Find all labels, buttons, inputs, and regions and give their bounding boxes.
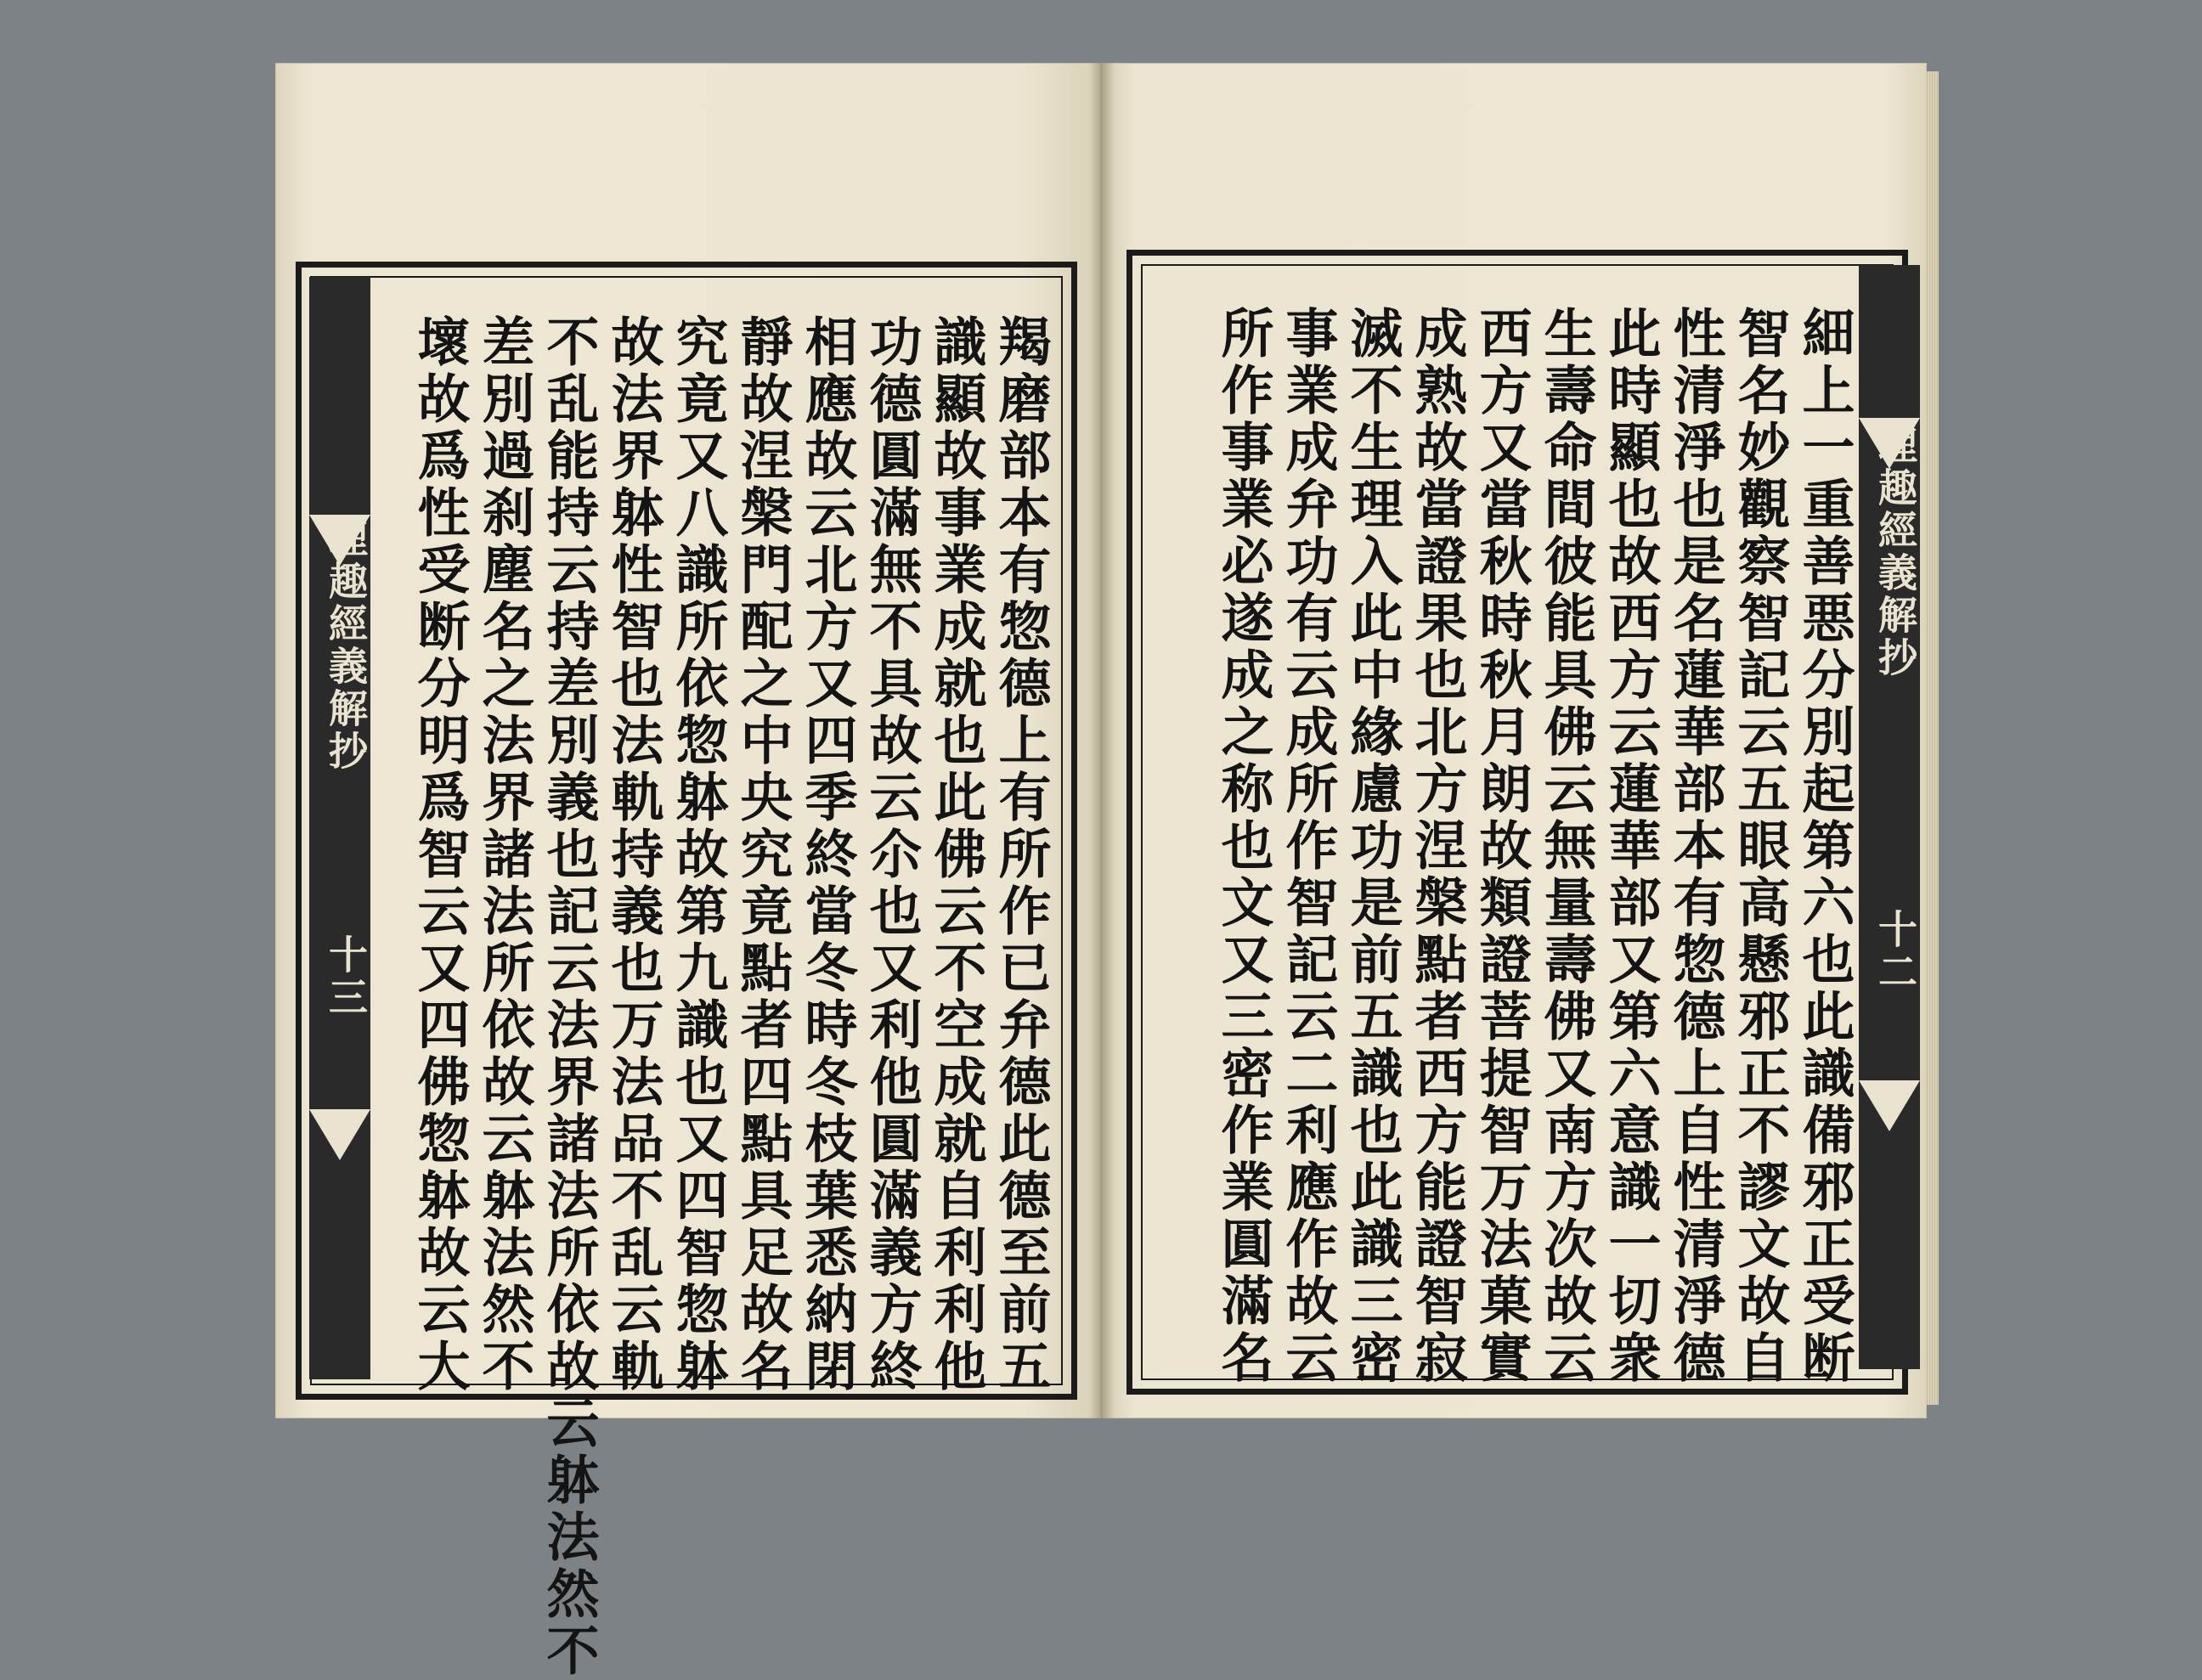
text-column: 所作事業必遂成之称也文又三密作業圓滿名 [1212, 306, 1274, 1387]
text-column: 此時顯也故西方云蓮華部又第六意識一切衆 [1600, 306, 1662, 1387]
text-column: 差別過刹塵名之法界諸法所依故云躰法然不 [473, 314, 535, 1395]
right-page-text [1154, 306, 1855, 1387]
text-column: 細上一重善悪分別起第六也此識備邪正受断 [1793, 306, 1855, 1387]
text-column: 事業成弁功有云成所作智記云二利應作故云 [1277, 306, 1339, 1387]
text-column: 成熟故當證果也北方涅槃點者西方能證智寂 [1406, 306, 1468, 1387]
right-folio: 十二 [1872, 909, 1918, 994]
book-gutter [1089, 63, 1115, 1418]
page-edges [1925, 71, 1939, 1405]
text-column: 生壽命間彼能具佛云無量壽佛又南方次故云 [1535, 306, 1597, 1387]
text-column: 不乱能持云持差別義也記云法界諸法所依故云躰法然不 [538, 314, 600, 1680]
text-column: 智名妙觀察智記云五眼高懸邪正不謬文故自 [1729, 306, 1791, 1387]
left-hanshin [309, 277, 370, 1379]
left-margin-label: 理趣經義解抄 [323, 518, 369, 773]
text-column: 滅不生理入此中緣慮功是前五識也此識三密 [1341, 306, 1403, 1387]
left-folio: 十三 [323, 934, 369, 1019]
left-page-text [375, 314, 1052, 1680]
text-column: 相應故云北方又四季終當冬時冬枝葉悉納閉 [796, 314, 858, 1395]
text-column: 識顯故事業成就也此佛云不空成就自利利他 [925, 314, 987, 1395]
text-column: 壞故爲性受断分明爲智云又四佛惣躰故云大 [409, 314, 471, 1395]
text-column: 功德圓滿無不具故云尒也又利他圓滿義方終 [861, 314, 923, 1395]
text-column: 羯磨部本有惣德上有所作已弁德此德至前五 [990, 314, 1052, 1395]
right-margin-label: 理趣經義解抄 [1872, 425, 1918, 679]
text-column: 性清淨也是名蓮華部本有惣德上自性清淨德 [1664, 306, 1726, 1387]
text-column: 究竟又八識所依惣躰故第九識也又四智惣躰 [667, 314, 729, 1395]
text-column: 靜故涅槃門配之中央究竟點者四點具足故名 [731, 314, 793, 1395]
open-book [275, 59, 1927, 1680]
text-column: 西方又當秋時秋月朗故類證菩提智万法菓實 [1471, 306, 1533, 1387]
text-column: 故法界躰性智也法軌持義也万法品不乱云軌 [602, 314, 664, 1395]
